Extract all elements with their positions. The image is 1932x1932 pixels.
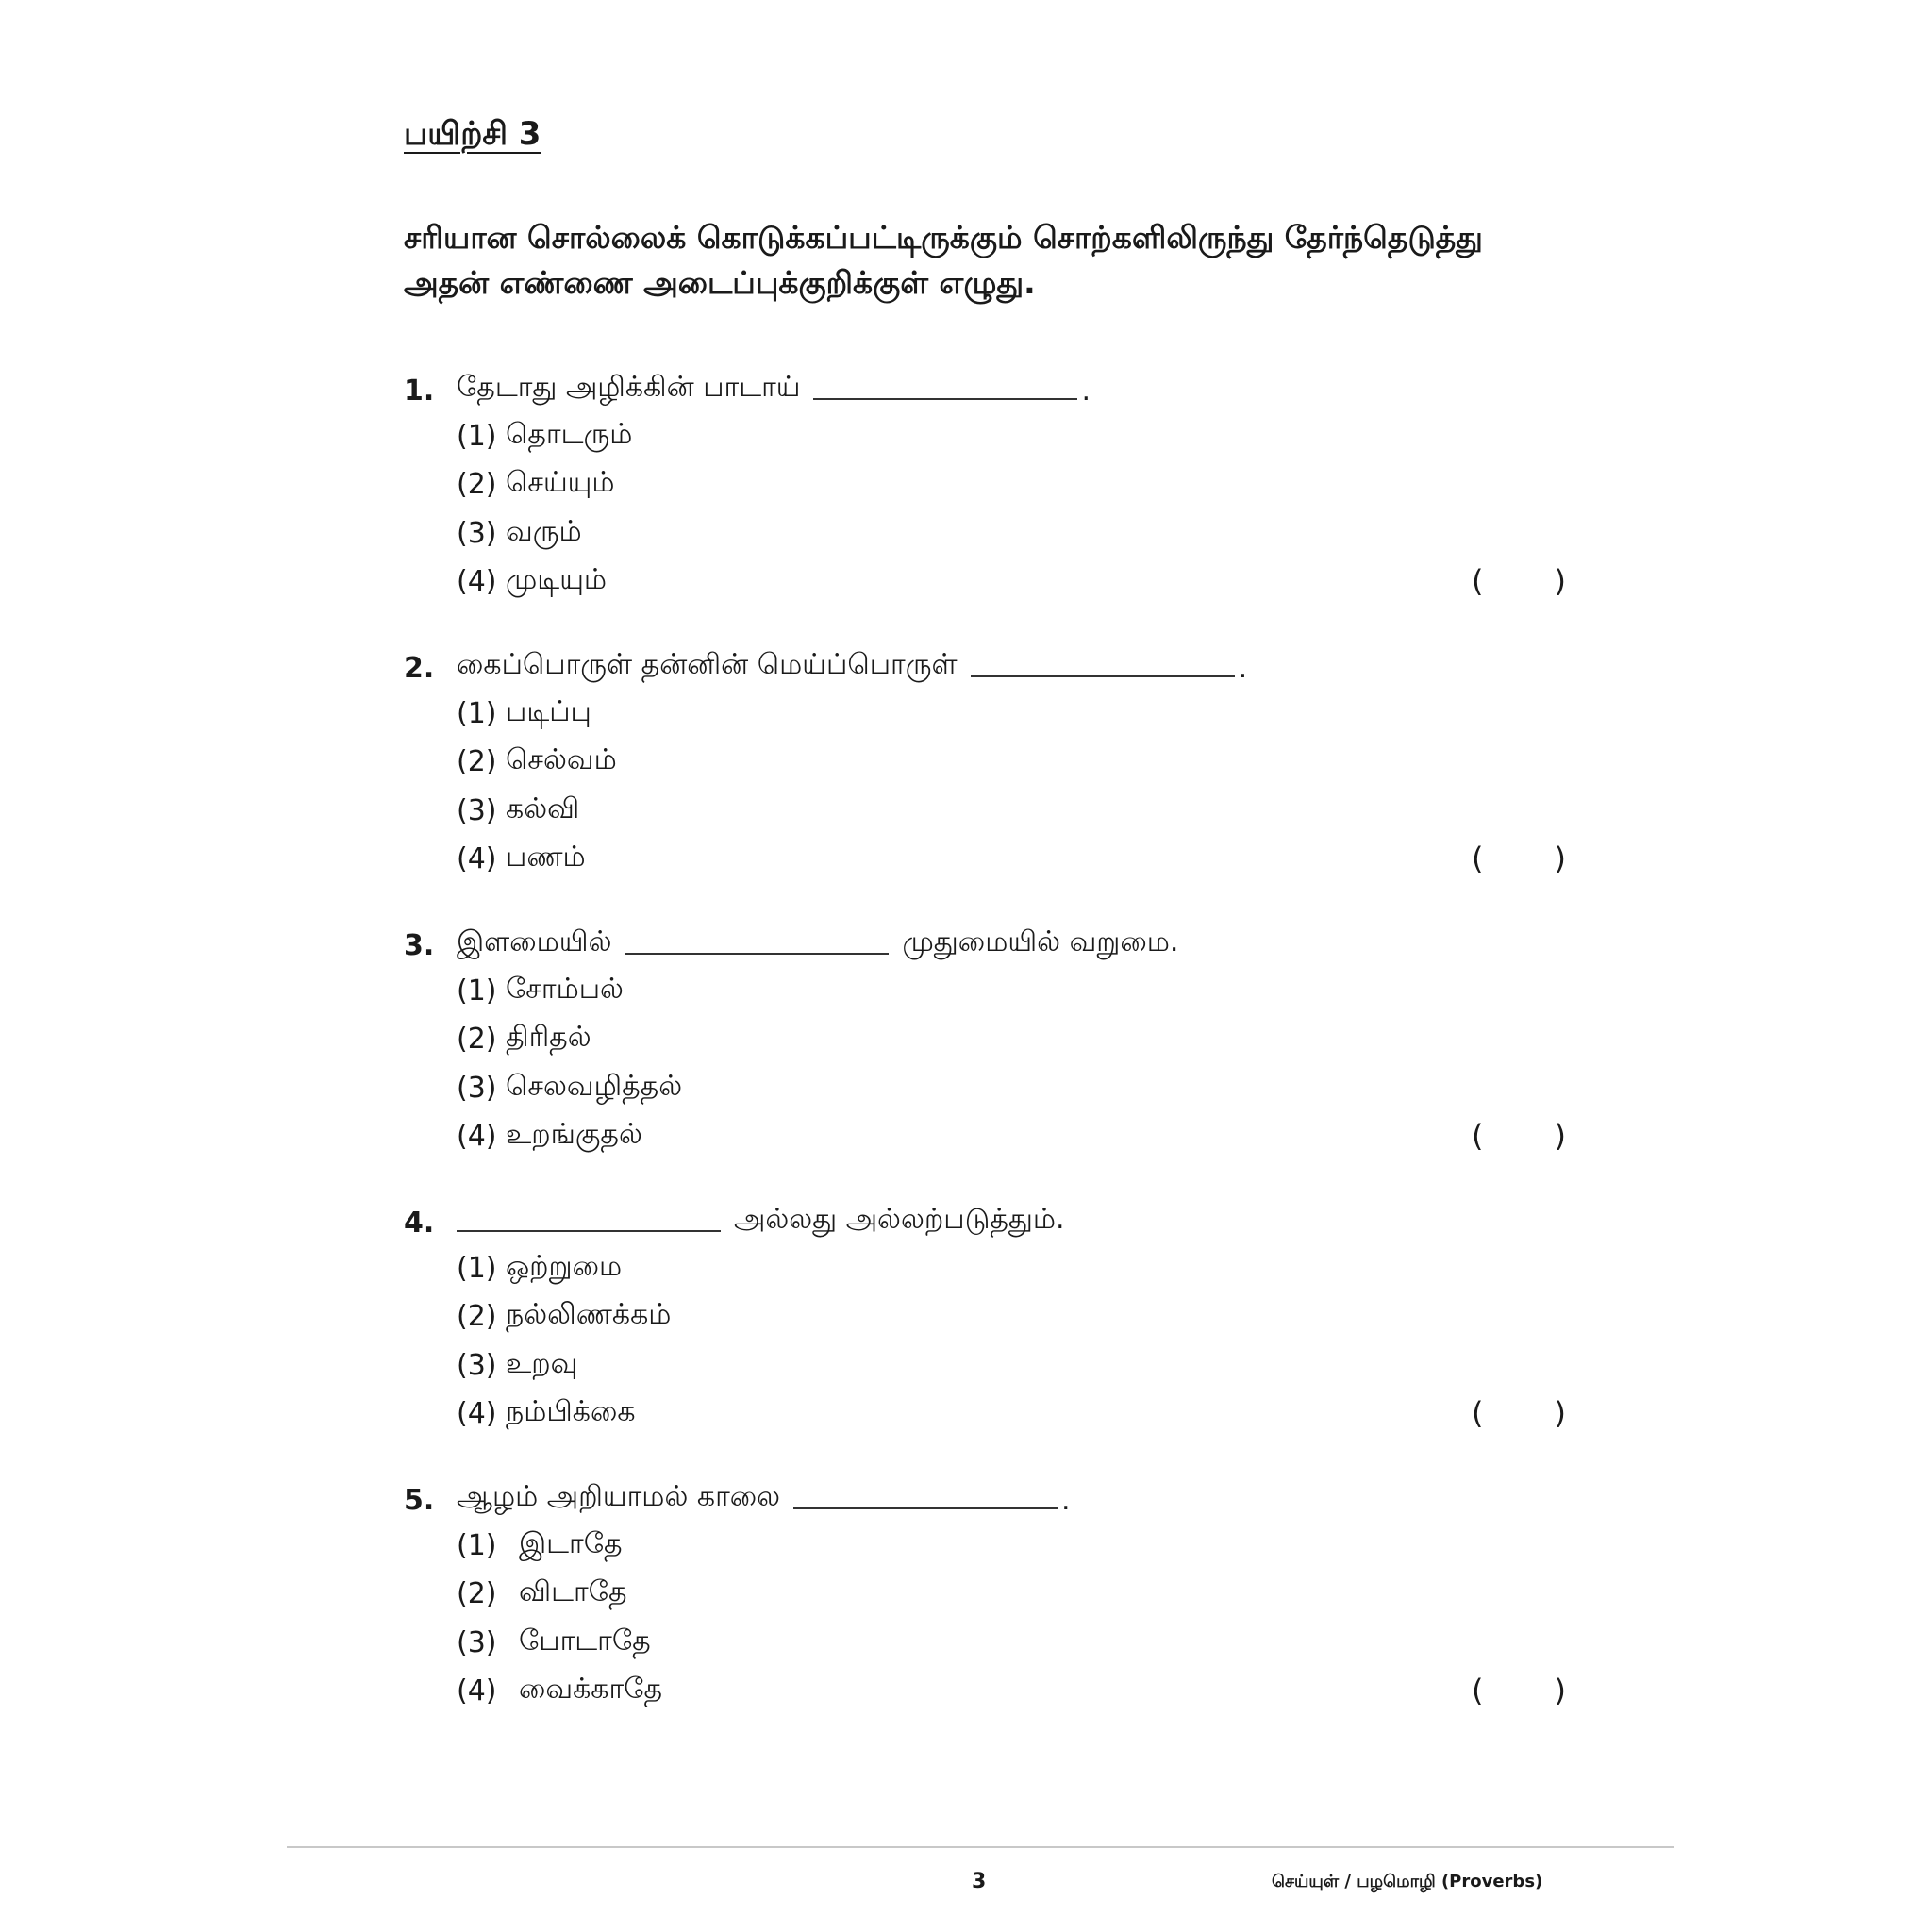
question-3 — [404, 921, 1574, 1166]
bracket-close: ) — [1554, 1118, 1566, 1154]
option-number: (1) — [457, 974, 497, 1008]
option-2 — [457, 1018, 591, 1059]
option-2 — [457, 463, 615, 505]
footer-divider — [287, 1846, 1674, 1848]
question-number: 2. — [404, 652, 435, 685]
question-5 — [404, 1475, 1574, 1721]
bracket-close: ) — [1554, 1673, 1566, 1708]
option-3 — [457, 790, 579, 831]
option-4 — [457, 1670, 662, 1711]
answer-bracket — [1472, 1115, 1566, 1157]
stem-before-blank: கைப்பொருள் தன்னின் மெய்ப்பொருள் — [457, 648, 958, 681]
question-number: 1. — [404, 375, 435, 408]
bracket-close: ) — [1554, 1395, 1566, 1431]
option-text: போடாதே — [519, 1624, 651, 1657]
option-1 — [457, 692, 591, 734]
option-text: செய்யும் — [506, 465, 615, 499]
option-1 — [457, 1247, 622, 1289]
answer-bracket — [1472, 1670, 1566, 1711]
option-text: பணம் — [506, 840, 586, 874]
option-1 — [457, 1524, 623, 1566]
option-number: (4) — [457, 1396, 497, 1430]
exercise-title: பயிற்சி 3 — [404, 115, 541, 153]
stem-before-blank: இளமையில் — [457, 925, 612, 958]
stem-after-blank: . — [1081, 375, 1091, 408]
option-number: (2) — [457, 1022, 497, 1056]
question-1 — [404, 366, 1574, 611]
option-4 — [457, 838, 586, 879]
answer-blank — [813, 396, 1077, 400]
question-number: 5. — [404, 1484, 435, 1517]
option-3 — [457, 512, 582, 554]
option-number: (1) — [457, 419, 497, 453]
option-number: (3) — [457, 1071, 497, 1105]
option-text: செல்வம் — [506, 742, 617, 776]
option-number: (2) — [457, 744, 497, 778]
bracket-open: ( — [1472, 1395, 1484, 1431]
option-4 — [457, 560, 607, 602]
option-text: ஒற்றுமை — [506, 1249, 623, 1283]
option-text: சோம்பல் — [506, 972, 624, 1006]
stem-after-blank: . — [1238, 652, 1248, 685]
instruction-text: சரியான சொல்லைக் கொடுக்கப்பட்டிருக்கும் சொற்களிலிருந்து தேர்ந்தெடுத்து அதன் எண்ணை அடைப்புக்குறிக்குள் எழுது. — [404, 219, 1483, 301]
question-stem — [404, 643, 1247, 685]
option-text: செலவழித்தல் — [506, 1069, 683, 1103]
question-stem — [404, 366, 1091, 408]
question-number: 4. — [404, 1207, 435, 1240]
option-number: (3) — [457, 793, 497, 827]
answer-bracket — [1472, 1392, 1566, 1434]
question-stem — [404, 1475, 1071, 1517]
option-1 — [457, 970, 624, 1011]
option-number: (1) — [457, 696, 497, 730]
answer-blank — [457, 1228, 721, 1232]
answer-blank — [625, 951, 889, 955]
option-number: (4) — [457, 564, 497, 598]
option-text: வரும் — [506, 514, 582, 548]
option-2 — [457, 1573, 627, 1614]
option-3 — [457, 1344, 577, 1386]
answer-blank — [793, 1506, 1058, 1509]
option-number: (1) — [457, 1528, 497, 1562]
option-text: நல்லிணக்கம் — [506, 1297, 672, 1331]
option-number: (4) — [457, 841, 497, 875]
option-number: (1) — [457, 1251, 497, 1285]
option-text: நம்பிக்கை — [506, 1394, 636, 1428]
option-2 — [457, 1295, 671, 1337]
footer-section-label: செய்யுள் / பழமொழி (Proverbs) — [1272, 1872, 1543, 1891]
option-number: (3) — [457, 516, 497, 550]
answer-bracket — [1472, 838, 1566, 879]
option-4 — [457, 1115, 642, 1157]
question-stem — [404, 921, 1178, 962]
question-2 — [404, 643, 1574, 889]
option-text: திரிதல் — [506, 1020, 591, 1054]
question-4 — [404, 1198, 1574, 1443]
bracket-open: ( — [1472, 563, 1484, 599]
stem-after-blank: . — [1061, 1484, 1071, 1517]
option-text: விடாதே — [519, 1574, 627, 1608]
option-number: (4) — [457, 1674, 497, 1707]
option-3 — [457, 1067, 682, 1108]
bracket-open: ( — [1472, 841, 1484, 876]
stem-before-blank: தேடாது அழிக்கின் பாடாய் — [457, 371, 801, 404]
option-number: (3) — [457, 1625, 497, 1659]
option-3 — [457, 1622, 651, 1663]
option-number: (4) — [457, 1119, 497, 1153]
stem-after-blank: அல்லது அல்லற்படுத்தும். — [734, 1203, 1065, 1236]
option-2 — [457, 741, 617, 782]
option-number: (3) — [457, 1348, 497, 1382]
bracket-open: ( — [1472, 1118, 1484, 1154]
option-number: (2) — [457, 467, 497, 501]
answer-bracket — [1472, 560, 1566, 602]
option-text: வைக்காதே — [519, 1672, 662, 1706]
option-text: முடியும் — [506, 562, 608, 596]
stem-before-blank: ஆழம் அறியாமல் காலை — [457, 1480, 781, 1513]
option-text: கல்வி — [506, 791, 580, 825]
option-1 — [457, 415, 632, 457]
page-number: 3 — [972, 1870, 987, 1893]
option-text: உறவு — [506, 1346, 578, 1380]
answer-blank — [971, 674, 1235, 677]
question-number: 3. — [404, 929, 435, 962]
bracket-close: ) — [1554, 563, 1566, 599]
bracket-close: ) — [1554, 841, 1566, 876]
option-number: (2) — [457, 1299, 497, 1333]
option-text: உறங்குதல் — [506, 1117, 642, 1151]
option-4 — [457, 1392, 636, 1434]
option-text: தொடரும் — [506, 417, 633, 451]
question-stem — [404, 1198, 1065, 1240]
option-text: படிப்பு — [506, 694, 591, 728]
option-number: (2) — [457, 1576, 497, 1610]
option-text: இடாதே — [519, 1526, 623, 1560]
stem-after-blank: முதுமையில் வறுமை. — [902, 925, 1179, 958]
bracket-open: ( — [1472, 1673, 1484, 1708]
